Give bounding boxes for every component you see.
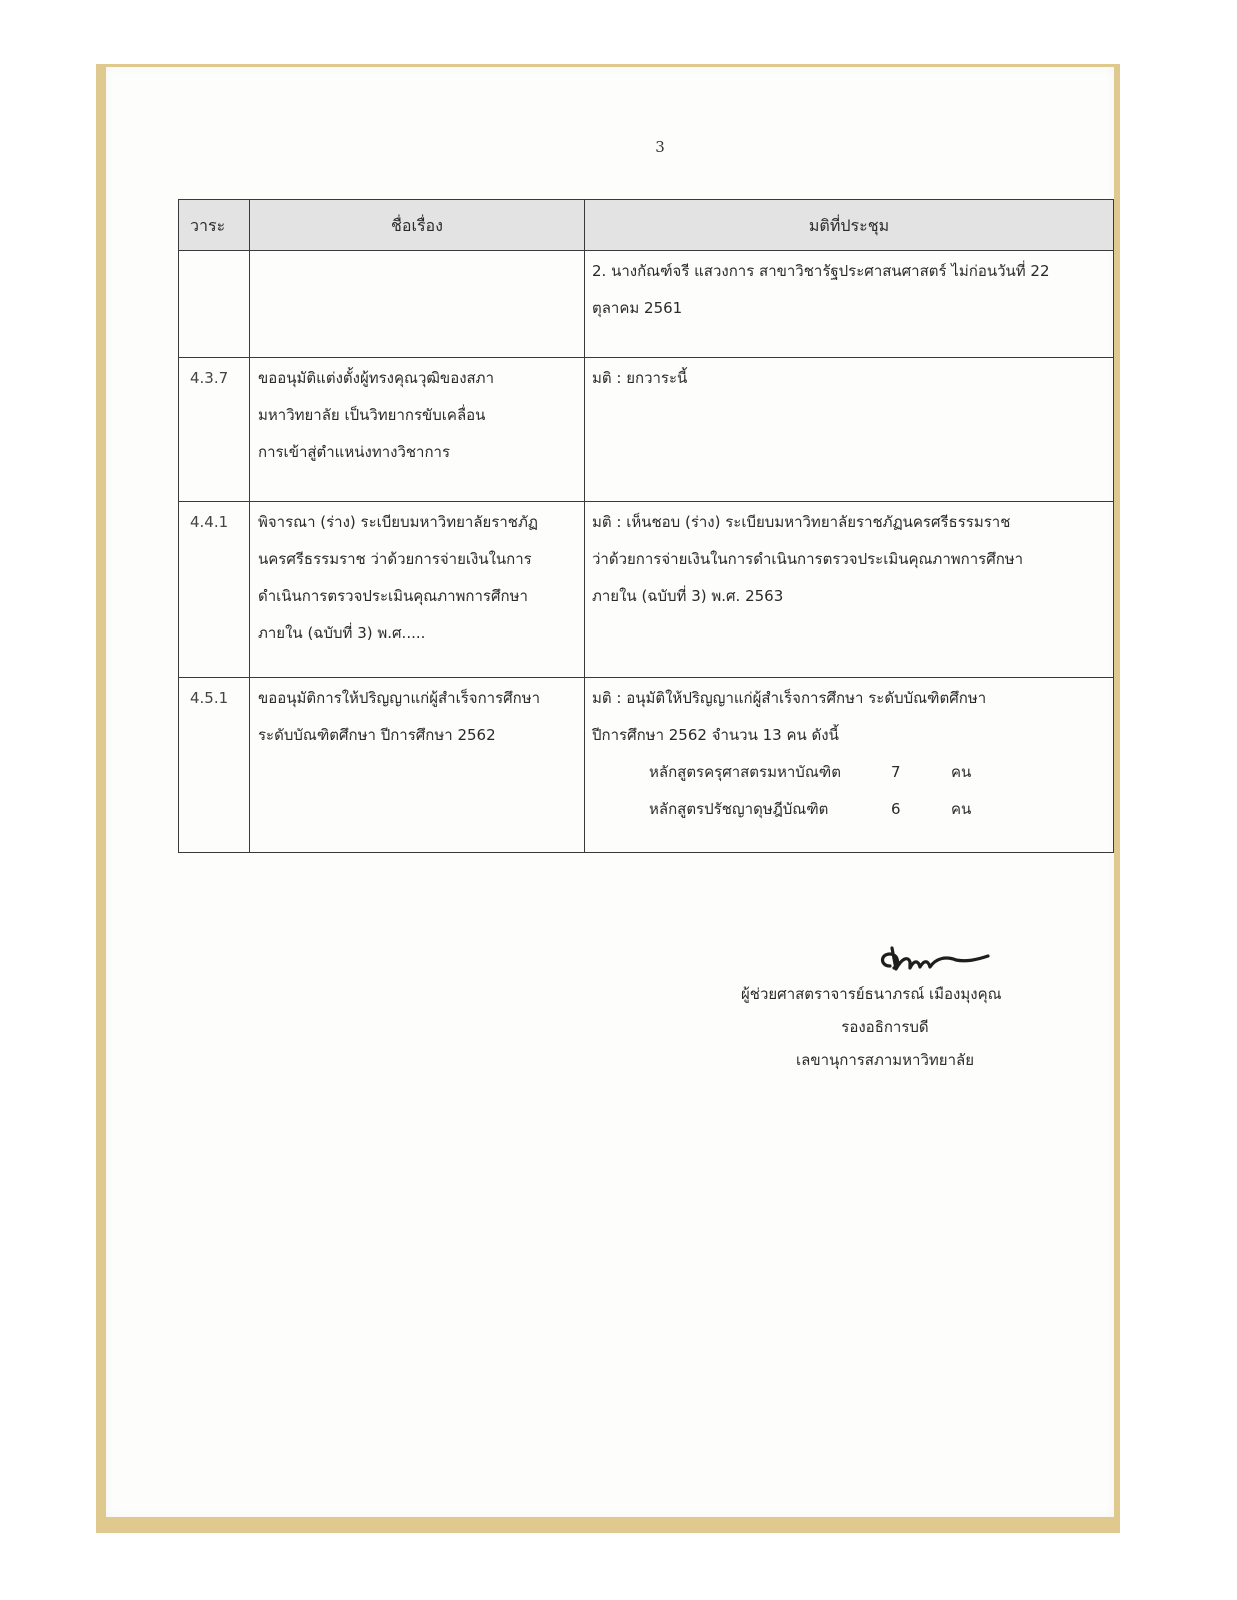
minutes-table [178, 199, 1114, 853]
agenda-cell [179, 251, 250, 358]
table-row [179, 358, 1114, 502]
resolution-cell [585, 358, 1114, 502]
program-name: หลักสูตรปรัชญาดุษฎีบัณฑิต [649, 800, 829, 818]
subject-cell [250, 358, 585, 502]
program-count: 6 [891, 800, 901, 818]
resolution-line: มติ : เห็นชอบ (ร่าง) ระเบียบมหาวิทยาลัยราชภัฏนครศรีธรรมราช [592, 513, 1011, 531]
resolution-line: มติ : อนุมัติให้ปริญญาแก่ผู้สำเร็จการศึกษา ระดับบัณฑิตศึกษา [592, 689, 987, 707]
signer-position: รองอธิการบดี [841, 1018, 929, 1036]
resolution-line: ว่าด้วยการจ่ายเงินในการดำเนินการตรวจประเมินคุณภาพการศึกษา [592, 550, 1024, 568]
resolution-line: ปีการศึกษา 2562 จำนวน 13 คน ดังนี้ [592, 726, 839, 744]
program-name: หลักสูตรครุศาสตรมหาบัณฑิต [649, 763, 841, 781]
page-number: 3 [655, 138, 665, 156]
resolution-line: ภายใน (ฉบับที่ 3) พ.ศ. 2563 [592, 587, 784, 605]
signature-block [700, 978, 1070, 1077]
header-resolution: มติที่ประชุม [585, 200, 1114, 251]
program-row [592, 791, 1105, 828]
subject-line: ดำเนินการตรวจประเมินคุณภาพการศึกษา [258, 587, 528, 605]
signer-role: เลขานุการสภามหาวิทยาลัย [796, 1051, 974, 1069]
program-row [592, 754, 1105, 791]
resolution-cell [585, 251, 1114, 358]
program-count: 7 [891, 763, 901, 781]
subject-line: พิจารณา (ร่าง) ระเบียบมหาวิทยาลัยราชภัฏ [258, 513, 538, 531]
subject-cell [250, 502, 585, 678]
subject-line: ระดับบัณฑิตศึกษา ปีการศึกษา 2562 [258, 726, 496, 744]
subject-cell [250, 678, 585, 853]
table-header-row [179, 200, 1114, 251]
program-unit: คน [951, 763, 972, 781]
subject-line: มหาวิทยาลัย เป็นวิทยากรขับเคลื่อน [258, 406, 486, 424]
signer-name: ผู้ช่วยศาสตราจารย์ธนาภรณ์ เมืองมุงคุณ [741, 985, 1002, 1003]
subject-line: นครศรีธรรมราช ว่าด้วยการจ่ายเงินในการ [258, 550, 532, 568]
agenda-cell: 4.4.1 [179, 502, 250, 678]
resolution-line: 2. นางกัณฑ์จรี แสวงการ สาขาวิชารัฐประศาสนศาสตร์ ไม่ก่อนวันที่ 22 [592, 262, 1050, 280]
resolution-line: มติ : ยกวาระนี้ [592, 369, 688, 387]
subject-line: ขออนุมัติแต่งตั้งผู้ทรงคุณวุฒิของสภา [258, 369, 494, 387]
header-subject: ชื่อเรื่อง [250, 200, 585, 251]
subject-line: การเข้าสู่ตำแหน่งทางวิชาการ [258, 443, 451, 461]
program-list [592, 754, 1105, 828]
table-row [179, 251, 1114, 358]
resolution-line: ตุลาคม 2561 [592, 299, 683, 317]
header-agenda: วาระ [179, 200, 250, 251]
resolution-cell [585, 502, 1114, 678]
program-unit: คน [951, 800, 972, 818]
agenda-cell: 4.5.1 [179, 678, 250, 853]
agenda-cell: 4.3.7 [179, 358, 250, 502]
subject-line: ขออนุมัติการให้ปริญญาแก่ผู้สำเร็จการศึกษา [258, 689, 541, 707]
handwritten-signature [876, 938, 991, 980]
table-row [179, 502, 1114, 678]
table-row [179, 678, 1114, 853]
subject-cell [250, 251, 585, 358]
resolution-cell [585, 678, 1114, 853]
subject-line: ภายใน (ฉบับที่ 3) พ.ศ..... [258, 624, 426, 642]
